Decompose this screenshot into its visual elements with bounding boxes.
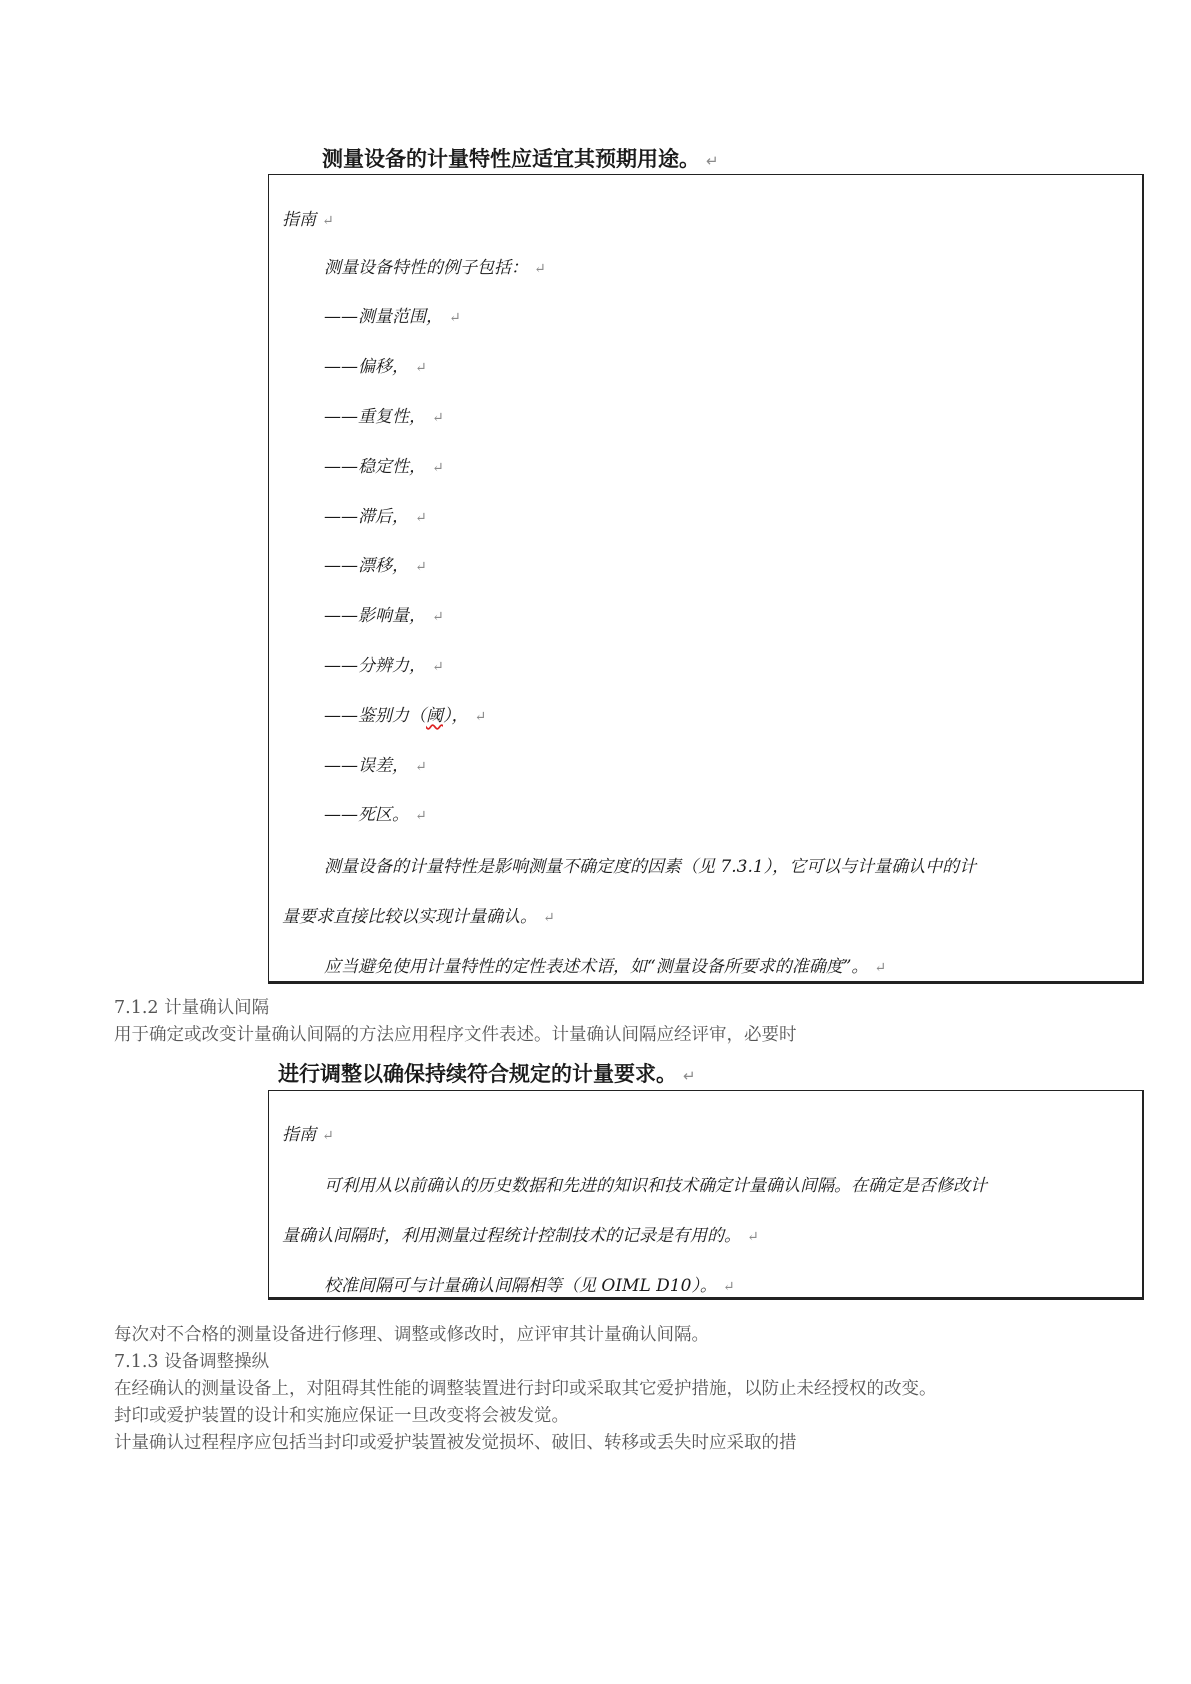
characteristics-intro [324,253,546,278]
paragraph-mark-icon: ↵ [415,360,427,376]
paragraph-mark-icon: ↵ [432,460,444,476]
list-item [324,551,427,576]
paragraph-mark-icon: ↵ [683,1067,696,1085]
spellcheck-underlined-text: 阈 [426,706,443,726]
body-paragraph: 计量确认过程程序应包括当封印或爱护装置被发觉损坏、破旧、转移或丢失时应采取的措 [114,1433,797,1453]
paragraph-mark-icon: ↵ [432,609,444,625]
paragraph-mark-icon: ↵ [432,659,444,675]
paragraph-mark-icon: ↵ [747,1229,759,1245]
paragraph-mark-icon: ↵ [722,1279,735,1295]
guide-paragraph-text: 量要求直接比较以实现计量确认。 [282,907,537,927]
guide-label-text: 指南 [282,210,316,230]
guide-paragraph [324,952,886,977]
list-item [324,800,427,825]
paragraph-mark-icon: ↵ [534,261,546,277]
body-paragraph: 在经确认的测量设备上，对阻碍其性能的调整装置进行封印或采取其它爱护措施，以防止未经授权的改变。 [114,1379,937,1399]
list-item-text: ——漂移， [324,556,409,576]
guide-label [282,1120,334,1145]
guide-paragraph-text: 应当避免使用计量特性的定性表述术语，如“测量设备所要求的准确度”。 [324,957,869,977]
list-item [324,701,486,726]
list-item [324,352,427,377]
list-item-text: ——分辨力， [324,656,426,676]
paragraph-mark-icon: ↵ [874,960,887,976]
block1-heading-text: 测量设备的计量特性应适宜其预期用途。 [322,147,700,171]
list-item-text: ——测量范围， [324,307,443,327]
list-item [324,601,444,626]
block2-heading [278,1058,696,1088]
guide-paragraph-text: 可利用从以前确认的历史数据和先进的知识和技术确定计量确认间隔。在确定是否修改计 [324,1176,987,1196]
guide-label [282,205,334,230]
list-item-text: ——重复性， [324,407,426,427]
paragraph-mark-icon: ↵ [415,759,427,775]
guide-paragraph-text: 测量设备的计量特性是影响测量不确定度的因素（见 7.3.1），它可以与计量确认中的计 [324,857,977,877]
block2-heading-text: 进行调整以确保持续符合规定的计量要求。 [278,1062,677,1086]
list-item [324,402,444,427]
guide-paragraph [324,852,976,877]
paragraph-mark-icon: ↵ [449,310,461,326]
list-item-text: ——鉴别力（ [324,706,426,726]
list-item-tail-text: ）， [443,706,469,726]
guide-paragraph [282,902,555,927]
list-item [324,452,444,477]
paragraph-mark-icon: ↵ [706,152,719,170]
guide-paragraph [324,1271,735,1296]
list-item-text: ——滞后， [324,507,409,527]
section-title-7-1-2: 7.1.2 计量确认间隔 [114,998,270,1018]
list-item-text: ——偏移， [324,357,409,377]
paragraph-mark-icon: ↵ [322,1128,334,1144]
list-item [324,751,427,776]
list-item-text: ——误差， [324,756,409,776]
list-item [324,651,444,676]
paragraph-mark-icon: ↵ [322,213,334,229]
block1-heading [322,143,719,173]
section-text: 用于确定或改变计量确认间隔的方法应用程序文件表述。计量确认间隔应经评审，必要时 [114,1025,797,1045]
section-title-7-1-3: 7.1.3 设备调整操纵 [114,1352,270,1372]
paragraph-mark-icon: ↵ [415,510,427,526]
body-paragraph: 每次对不合格的测量设备进行修理、调整或修改时，应评审其计量确认间隔。 [114,1325,709,1345]
paragraph-mark-icon: ↵ [474,709,487,725]
paragraph-mark-icon: ↵ [543,910,555,926]
list-item-text: ——稳定性， [324,457,426,477]
list-item-text: ——死区。 [324,805,409,825]
guide-paragraph [282,1221,759,1246]
guide-label-text: 指南 [282,1125,316,1145]
list-item [324,302,461,327]
guide-paragraph-text: 校准间隔可与计量确认间隔相等（见 OIML D10）。 [324,1276,717,1296]
list-item [324,502,427,527]
body-paragraph: 封印或爱护装置的设计和实施应保证一旦改变将会被发觉。 [114,1406,569,1426]
guide-paragraph-text: 量确认间隔时，利用测量过程统计控制技术的记录是有用的。 [282,1226,741,1246]
guide-paragraph [324,1171,987,1196]
paragraph-mark-icon: ↵ [432,410,444,426]
intro-text: 测量设备特性的例子包括： [324,258,528,278]
list-item-text: ——影响量， [324,606,426,626]
paragraph-mark-icon: ↵ [415,559,427,575]
paragraph-mark-icon: ↵ [415,808,427,824]
